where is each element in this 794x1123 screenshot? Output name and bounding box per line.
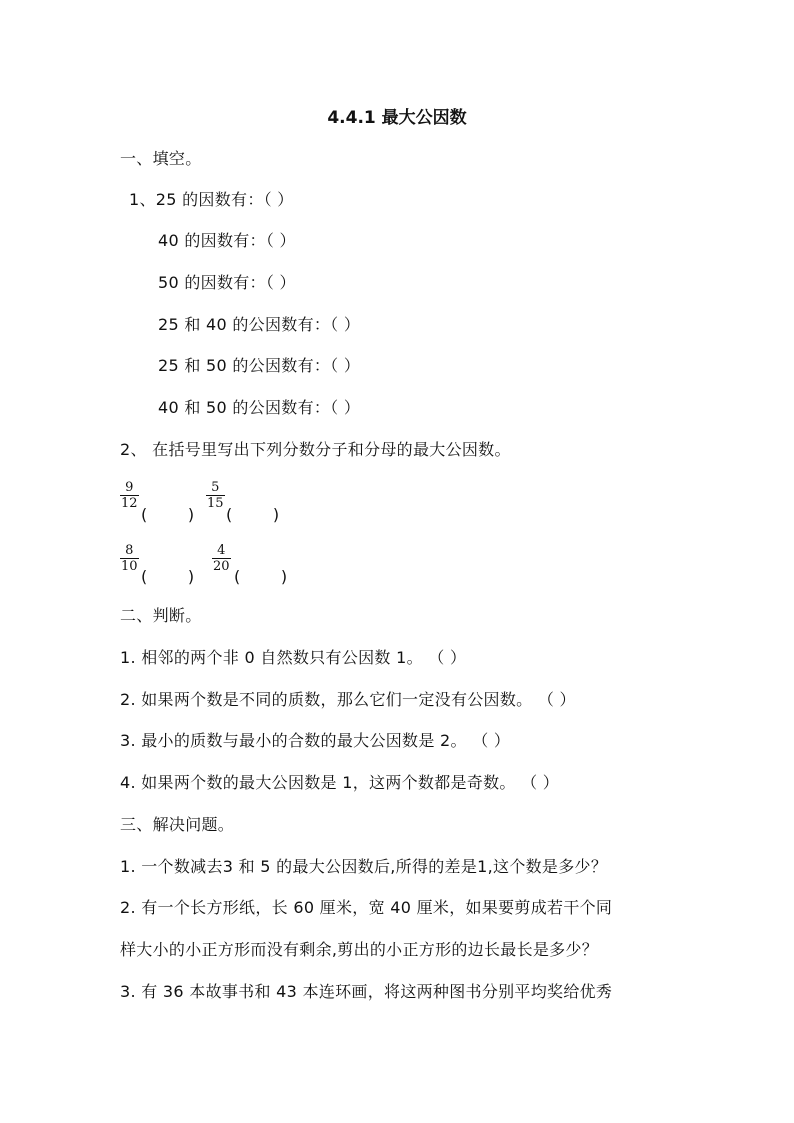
fill-line-6: 40 和 50 的公因数有：（ ） bbox=[158, 398, 361, 417]
judge-item-1: 1. 相邻的两个非 0 自然数只有公因数 1。 （ ） bbox=[120, 648, 467, 667]
section-2-heading: 二、判断。 bbox=[120, 606, 202, 625]
problem-2-line-2: 样大小的小正方形而没有剩余,剪出的小正方形的边长最长是多少？ bbox=[120, 940, 599, 959]
fraction-numerator: 9 bbox=[125, 480, 134, 495]
fraction-denominator: 10 bbox=[121, 559, 138, 574]
section-3-heading: 三、解决问题。 bbox=[120, 815, 235, 834]
fraction-8-10 bbox=[120, 543, 139, 574]
fraction-5-15 bbox=[206, 480, 225, 511]
fill-line-5: 25 和 50 的公因数有：（ ） bbox=[158, 356, 361, 375]
judge-item-3: 3. 最小的质数与最小的合数的最大公因数是 2。 （ ） bbox=[120, 731, 511, 750]
fill-line-3: 50 的因数有：（ ） bbox=[158, 273, 296, 292]
answer-blank: ( ) bbox=[141, 505, 195, 524]
fraction-question-prompt: 2、 在括号里写出下列分数分子和分母的最大公因数。 bbox=[120, 440, 511, 459]
fraction-4-20 bbox=[212, 543, 231, 574]
fill-line-4: 25 和 40 的公因数有：（ ） bbox=[158, 315, 361, 334]
problem-3-line-1: 3. 有 36 本故事书和 43 本连环画，将这两种图书分别平均奖给优秀 bbox=[120, 982, 613, 1001]
problem-2-line-1: 2. 有一个长方形纸，长 60 厘米，宽 40 厘米，如果要剪成若干个同 bbox=[120, 898, 613, 917]
fraction-denominator: 20 bbox=[213, 559, 230, 574]
fraction-9-12 bbox=[120, 480, 139, 511]
problem-1: 1. 一个数减去3 和 5 的最大公因数后,所得的差是1,这个数是多少？ bbox=[120, 857, 608, 876]
answer-blank: ( ) bbox=[141, 567, 195, 586]
page-title: 4.4.1 最大公因数 bbox=[327, 108, 467, 128]
fill-line-2: 40 的因数有：（ ） bbox=[158, 231, 296, 250]
fraction-denominator: 15 bbox=[207, 496, 224, 511]
fraction-numerator: 4 bbox=[217, 543, 226, 558]
fraction-numerator: 5 bbox=[211, 480, 220, 495]
section-1-heading: 一、填空。 bbox=[120, 149, 202, 168]
judge-item-4: 4. 如果两个数的最大公因数是 1，这两个数都是奇数。 （ ） bbox=[120, 773, 560, 792]
fill-line-1: 1、25 的因数有：（ ） bbox=[129, 190, 294, 209]
fraction-denominator: 12 bbox=[121, 496, 138, 511]
fraction-numerator: 8 bbox=[125, 543, 134, 558]
answer-blank: ( ) bbox=[226, 505, 280, 524]
answer-blank: ( ) bbox=[234, 567, 288, 586]
judge-item-2: 2. 如果两个数是不同的质数，那么它们一定没有公因数。 （ ） bbox=[120, 690, 576, 709]
